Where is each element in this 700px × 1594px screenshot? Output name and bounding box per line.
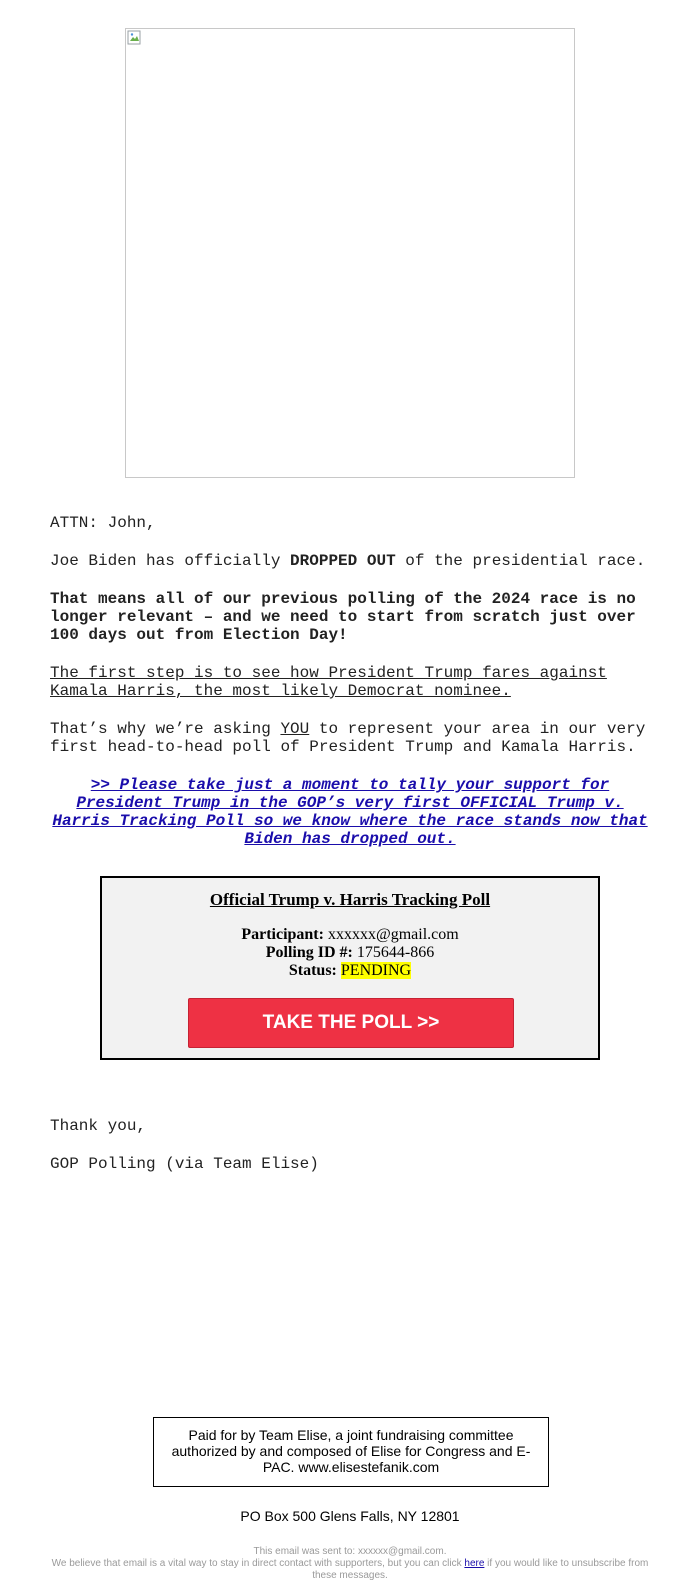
unsubscribe-line	[50, 1558, 650, 1582]
greeting: ATTN: John,	[50, 514, 156, 532]
unsubscribe-link[interactable]: here	[464, 1558, 485, 1569]
participant-row	[102, 926, 598, 944]
mailing-address: PO Box 500 Glens Falls, NY 12801	[240, 1508, 460, 1524]
paragraph-first-step: The first step is to see how President Trump fares against Kamala Harris, the most likely Democrat nominee.	[50, 664, 607, 700]
take-poll-button[interactable]: TAKE THE POLL >>	[188, 998, 514, 1048]
email-body	[50, 514, 650, 868]
p4-text-before: That’s why we’re asking	[50, 720, 281, 738]
unsubscribe-text-before: We believe that email is a vital way to stay in direct contact with supporters, but you can click	[51, 1558, 465, 1569]
signature: GOP Polling (via Team Elise)	[50, 1155, 319, 1173]
status-label: Status:	[288, 962, 337, 979]
sent-to-line: This email was sent to: xxxxxx@gmail.com.	[253, 1546, 447, 1557]
paragraph-polling-irrelevant: That means all of our previous polling of the 2024 race is no longer relevant – and we need to start from scratch just over 100 days out from Election Day!	[50, 590, 636, 644]
status-row	[102, 962, 598, 980]
paragraph-represent-area	[50, 720, 650, 756]
paragraph-dropped-out	[50, 552, 650, 570]
p1-emphasis: DROPPED OUT	[290, 552, 396, 570]
participant-label: Participant:	[241, 926, 324, 943]
poll-cta-link[interactable]: >> Please take just a moment to tally your support for President Trump in the GOP’s very first OFFICIAL Trump v. Harris Tracking Poll so we know where the race stands now that Biden has dropped out.	[52, 776, 648, 848]
poll-title: Official Trump v. Harris Tracking Poll	[209, 890, 491, 909]
p4-text-after: to represent your area in our very first head-to-head poll of President Trump and Kamala Harris.	[50, 720, 646, 756]
unsubscribe-text-after: if you would like to unsubscribe from these messages.	[312, 1558, 649, 1581]
broken-image-icon	[127, 30, 143, 46]
email-footer	[50, 1546, 650, 1582]
p1-text-before: Joe Biden has officially	[50, 552, 291, 570]
poll-card	[100, 876, 600, 1060]
polling-id-label: Polling ID #:	[265, 944, 353, 961]
poll-details	[102, 926, 598, 980]
signoff	[50, 1117, 650, 1193]
paid-for-disclaimer: Paid for by Team Elise, a joint fundraising committee authorized by and composed of Elise for Congress and E-PAC. www.elisestefanik.com	[153, 1417, 549, 1487]
participant-value: xxxxxx@gmail.com	[327, 926, 459, 943]
status-badge: PENDING	[340, 962, 412, 979]
p1-text-after: of the presidential race.	[395, 552, 646, 570]
thanks-line: Thank you,	[50, 1117, 147, 1135]
polling-id-value: 175644-866	[356, 944, 435, 961]
polling-id-row	[102, 944, 598, 962]
p4-emphasis: YOU	[280, 720, 310, 738]
hero-image	[125, 28, 575, 478]
